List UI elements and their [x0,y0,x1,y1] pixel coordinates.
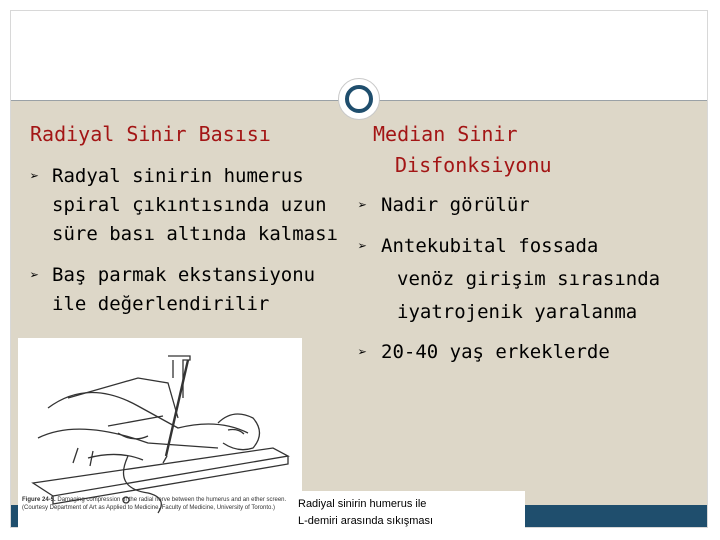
decorative-ring-icon [345,85,373,113]
bullet-arrow-icon: ➢ [358,237,368,255]
right-heading-line1: Median Sinir [373,122,518,146]
figure-image [18,338,302,528]
right-heading-line2: Disfonksiyonu [395,153,552,177]
right-bullet2-line2: venöz girişim sırasında [397,268,661,290]
right-bullet2-line1: Antekubital fossada [381,235,599,257]
left-bullet1-line3: süre bası altında kalması [52,223,338,245]
right-bullet3: 20-40 yaş erkeklerde [381,341,610,363]
right-bullet2-line3: iyatrojenik yaralanma [397,301,638,323]
left-bullet1-line2: spiral çıkıntısında uzun [52,194,327,216]
left-bullet2-line2: ile değerlendirilir [52,293,270,315]
right-bullet1: Nadir görülür [381,194,530,216]
left-bullet1-line1: Radyal sinirin humerus [52,165,304,187]
caption-line2: L-demiri arasında sıkışması [298,515,434,527]
figure-caption: Figure 24-5. Damaging compression of the radial nerve between the humerus and an ether screen. (Courtesy Department of Art as Applied to Medicine, Faculty of Medicine, University of Toronto.) [22,497,287,511]
caption-line1: Radiyal sinirin humerus ile [298,498,427,510]
image-caption-box [295,491,525,531]
bullet-arrow-icon: ➢ [358,343,368,361]
left-bullet2-line1: Baş parmak ekstansiyonu [52,264,316,286]
bullet-arrow-icon: ➢ [30,266,40,284]
bullet-arrow-icon: ➢ [30,167,40,185]
left-heading: Radiyal Sinir Basısı [30,122,271,146]
bullet-arrow-icon: ➢ [358,196,368,214]
